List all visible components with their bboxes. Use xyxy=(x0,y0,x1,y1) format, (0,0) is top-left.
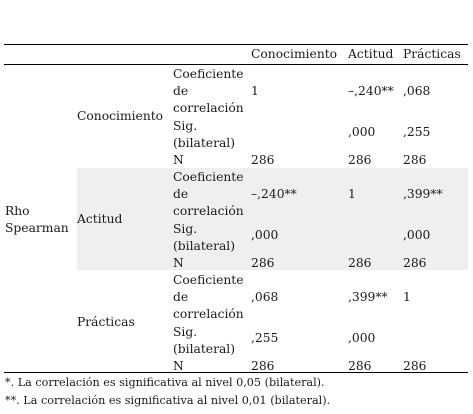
cell-actitud-coef-2: ,399** xyxy=(403,187,443,201)
stat-label-n: N xyxy=(173,359,184,373)
top-rule xyxy=(4,44,468,45)
cell-practicas-coef-1: ,399** xyxy=(348,290,388,304)
cell-conocimiento-sig-1: ,000 xyxy=(348,125,376,139)
cell-actitud-n-0: 286 xyxy=(251,256,275,270)
header-rule xyxy=(4,64,468,65)
bottom-rule xyxy=(4,372,468,373)
row-label-conocimiento: Conocimiento xyxy=(77,109,164,123)
cell-practicas-n-0: 286 xyxy=(251,359,275,373)
cell-conocimiento-coef-2: ,068 xyxy=(403,84,431,98)
stat-label-sig: Sig. (bilateral) xyxy=(173,119,236,150)
footnote-1pct: **. La correlación es significativa al nivel 0,01 (bilateral). xyxy=(5,394,331,407)
cell-actitud-coef-1: 1 xyxy=(348,187,356,201)
stat-label-coef: Coeficiente de correlación xyxy=(173,273,244,321)
header-conocimiento: Conocimiento xyxy=(251,47,338,61)
cell-conocimiento-n-2: 286 xyxy=(403,153,427,167)
stat-label-n: N xyxy=(173,256,184,270)
cell-actitud-sig-0: ,000 xyxy=(251,228,279,242)
header-actitud: Actitud xyxy=(348,47,394,61)
cell-practicas-n-1: 286 xyxy=(348,359,372,373)
stat-label-sig: Sig. (bilateral) xyxy=(173,325,236,356)
cell-conocimiento-n-0: 286 xyxy=(251,153,275,167)
stat-label-coef: Coeficiente de correlación xyxy=(173,170,244,218)
row-label-actitud: Actitud xyxy=(77,212,123,226)
cell-actitud-n-2: 286 xyxy=(403,256,427,270)
row-label-practicas: Prácticas xyxy=(77,315,135,329)
stat-label-sig: Sig. (bilateral) xyxy=(173,222,236,253)
cell-actitud-n-1: 286 xyxy=(348,256,372,270)
cell-practicas-n-2: 286 xyxy=(403,359,427,373)
cell-actitud-coef-0: –,240** xyxy=(251,187,297,201)
footnote-5pct: *. La correlación es significativa al nivel 0,05 (bilateral). xyxy=(5,376,325,389)
header-practicas: Prácticas xyxy=(403,47,461,61)
cell-conocimiento-n-1: 286 xyxy=(348,153,372,167)
cell-actitud-sig-2: ,000 xyxy=(403,228,431,242)
cell-conocimiento-sig-2: ,255 xyxy=(403,125,431,139)
cell-practicas-sig-0: ,255 xyxy=(251,331,279,345)
cell-practicas-sig-1: ,000 xyxy=(348,331,376,345)
stat-label-coef: Coeficiente de correlación xyxy=(173,67,244,115)
cell-practicas-coef-2: 1 xyxy=(403,290,411,304)
cell-practicas-coef-0: ,068 xyxy=(251,290,279,304)
group-label: Rho Spearman xyxy=(5,204,69,235)
cell-conocimiento-coef-0: 1 xyxy=(251,84,259,98)
cell-conocimiento-coef-1: –,240** xyxy=(348,84,394,98)
stat-label-n: N xyxy=(173,153,184,167)
